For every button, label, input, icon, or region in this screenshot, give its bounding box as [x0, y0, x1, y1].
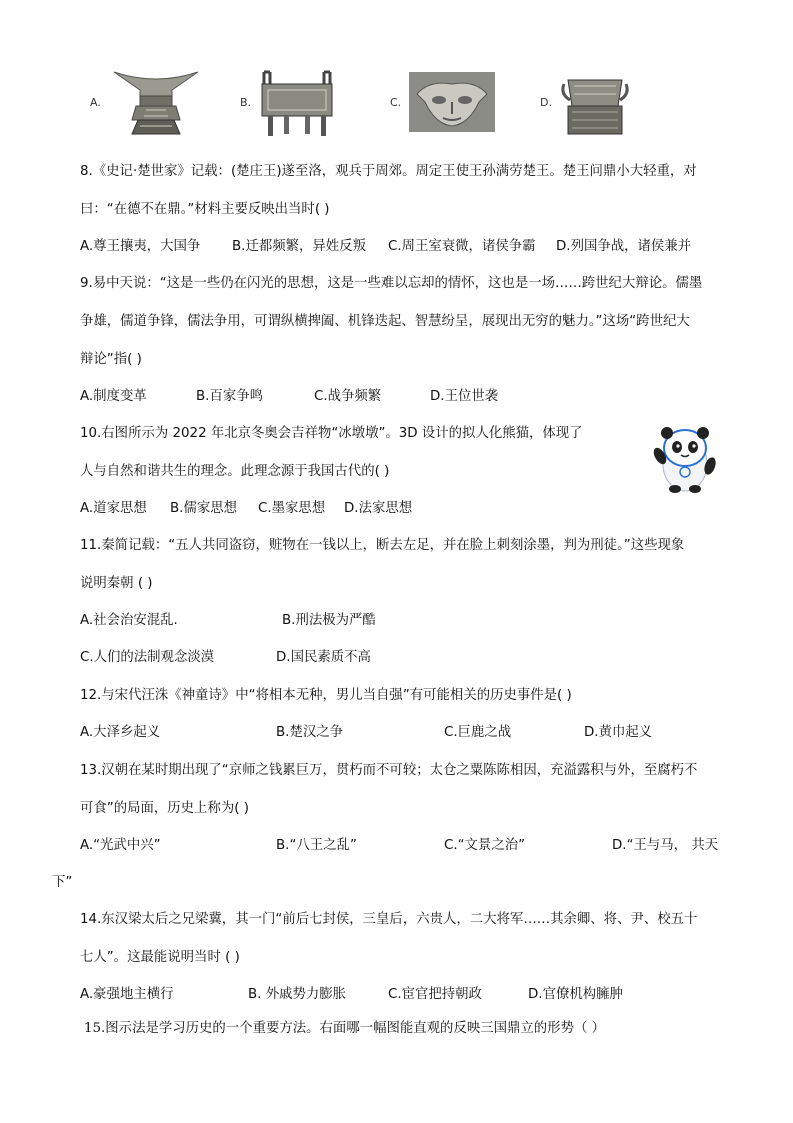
q8-option-c[interactable]: C.周王室衰微，诸侯争霸 — [388, 239, 536, 254]
q8-text-line-2: 曰：“在德不在鼎。”材料主要反映出当时( ) — [80, 202, 330, 217]
q11-text-line-2: 说明秦朝 ( ) — [80, 576, 153, 591]
q8-option-b[interactable]: B.迁都频繁，异姓反叛 — [232, 239, 366, 254]
image-c-label: C. — [390, 96, 402, 109]
q13-text-line-2: 可食”的局面，历史上称为( ) — [80, 801, 249, 816]
q8-text-line-1: 8.《史记·楚世家》记载：(楚庄王)遂至洛，观兵于周郊。周定王使王孙满劳楚王。楚王问鼎小大轻重，对 — [80, 164, 697, 179]
q9-option-a[interactable]: A.制度变革 — [80, 389, 147, 404]
q10-option-d[interactable]: D.法家思想 — [344, 501, 413, 516]
q13-option-d-continuation: 下” — [52, 875, 73, 890]
q14-text-line-2: 七人”。这最能说明当时 ( ) — [80, 950, 240, 965]
q12-option-c[interactable]: C.巨鹿之战 — [444, 725, 512, 740]
image-b-label: B. — [240, 96, 252, 109]
q9-text-line-2: 争雄，儒道争锋，儒法争用，可谓纵横捭阖、机锋迭起、智慧纷呈，展现出无穷的魅力。”这场“跨世纪大 — [80, 314, 690, 329]
q11-option-a[interactable]: A.社会治安混乱. — [80, 613, 178, 628]
q10-option-a[interactable]: A.道家思想 — [80, 501, 147, 516]
q12-text-line-1: 12.与宋代汪洙《神童诗》中“将相本无种，男儿当自强”有可能相关的历史事件是( ) — [80, 688, 572, 703]
q9-text-line-3: 辩论”指( ) — [80, 352, 142, 367]
q14-option-b[interactable]: B. 外戚势力膨胀 — [248, 987, 347, 1002]
q12-option-d[interactable]: D.黄巾起义 — [584, 725, 653, 740]
q12-option-b[interactable]: B.楚汉之争 — [276, 725, 344, 740]
q9-option-d[interactable]: D.王位世袭 — [430, 389, 499, 404]
q13-option-c[interactable]: C.“文景之治” — [444, 838, 526, 853]
image-a-label: A. — [90, 96, 101, 109]
q14-option-c[interactable]: C.宦官把持朝政 — [388, 987, 482, 1002]
bing-dwen-dwen-mascot-image — [650, 422, 720, 494]
q14-option-d[interactable]: D.官僚机构臃肿 — [528, 987, 623, 1002]
q12-option-a[interactable]: A.大泽乡起义 — [80, 725, 161, 740]
q10-option-c[interactable]: C.墨家思想 — [258, 501, 326, 516]
q9-text-line-1: 9.易中天说：“这是一些仍在闪光的思想，这是一些难以忘却的情怀，这也是一场……跨世纪大辩论。儒墨 — [80, 276, 703, 291]
q11-option-d[interactable]: D.国民素质不高 — [276, 650, 371, 665]
q8-option-a[interactable]: A.尊王攘夷，大国争 — [80, 239, 201, 254]
bronze-gui-vessel-image — [560, 70, 630, 136]
image-d-label: D. — [540, 96, 552, 109]
q13-option-a[interactable]: A.“光武中兴” — [80, 838, 161, 853]
q8-option-d[interactable]: D.列国争战，诸侯兼并 — [556, 239, 692, 254]
q11-option-c[interactable]: C.人们的法制观念淡漠 — [80, 650, 215, 665]
q9-option-b[interactable]: B.百家争鸣 — [196, 389, 264, 404]
q9-option-c[interactable]: C.战争频繁 — [314, 389, 382, 404]
q13-option-b[interactable]: B.“八王之乱” — [276, 838, 357, 853]
q10-text-line-1: 10.右图所示为 2022 年北京冬奥会吉祥物“冰墩墩”。3D 设计的拟人化熊猫，体现了 — [80, 426, 583, 441]
q14-text-line-1: 14.东汉梁太后之兄梁冀，其一门“前后七封侯，三皇后，六贵人，二大将军……其余卿、将、尹、校五十 — [80, 912, 698, 927]
q10-text-line-2: 人与自然和谐共生的理念。此理念源于我国古代的( ) — [80, 464, 390, 479]
q13-option-d[interactable]: D.“王与马， 共天 — [612, 838, 719, 853]
bronze-ding-cauldron-image — [258, 68, 336, 138]
q11-text-line-1: 11.秦简记载：“五人共同盗窃，赃物在一钱以上，断去左足，并在脸上刺刻涂墨，判为刑徒。”这些现象 — [80, 538, 685, 553]
q11-option-b[interactable]: B.刑法极为严酷 — [282, 613, 376, 628]
bronze-zun-vessel-image — [110, 66, 202, 136]
q15-text-line-1: 15.图示法是学习历史的一个重要方法。右面哪一幅图能直观的反映三国鼎立的形势（ ） — [84, 1021, 606, 1036]
q10-option-b[interactable]: B.儒家思想 — [170, 501, 238, 516]
bronze-mask-image — [409, 72, 495, 132]
q13-text-line-1: 13.汉朝在某时期出现了“京师之钱累巨万，贯朽而不可较；太仓之粟陈陈相因，充溢露积与外，至腐朽不 — [80, 763, 698, 778]
q14-option-a[interactable]: A.豪强地主横行 — [80, 987, 174, 1002]
